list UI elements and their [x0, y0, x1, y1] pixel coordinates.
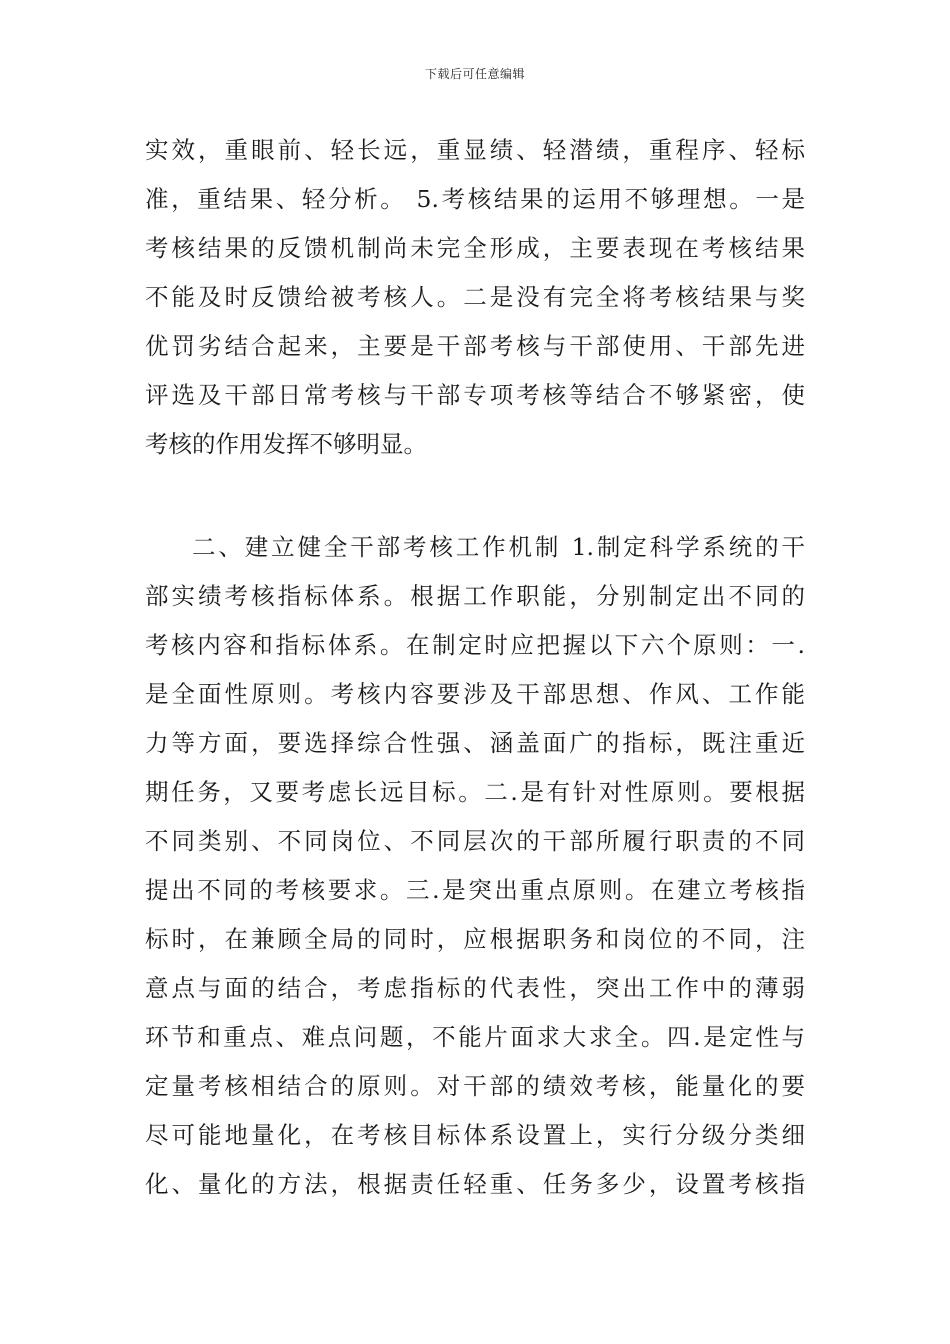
- text-line: 考核内容和指标体系。在制定时应把握以下六个原则：一.: [145, 631, 805, 659]
- text-line: 是全面性原则。考核内容要涉及干部思想、作风、工作能: [145, 680, 805, 708]
- text-line: 不能及时反馈给被考核人。二是没有完全将考核结果与奖: [145, 283, 805, 311]
- text-line: 优罚劣结合起来，主要是干部考核与干部使用、干部先进: [145, 332, 805, 360]
- text-line: 实效，重眼前、轻长远，重显绩、轻潜绩，重程序、轻标: [145, 136, 805, 164]
- text-line: 准，重结果、轻分析。 5.考核结果的运用不够理想。一是: [145, 185, 805, 213]
- text-line: 环节和重点、难点问题，不能片面求大求全。四.是定性与: [145, 1023, 805, 1051]
- text-line: 力等方面，要选择综合性强、涵盖面广的指标，既注重近: [145, 729, 805, 757]
- text-line: 考核的作用发挥不够明显。: [145, 430, 427, 458]
- text-line: 化、量化的方法，根据责任轻重、任务多少，设置考核指: [145, 1170, 805, 1198]
- text-line: 标时，在兼顾全局的同时，应根据职务和岗位的不同，注: [145, 925, 805, 953]
- paragraph-1: [145, 126, 805, 469]
- paragraph-2: [145, 523, 805, 1209]
- text-line: 部实绩考核指标体系。根据工作职能，分别制定出不同的: [145, 582, 805, 610]
- text-line: 考核结果的反馈机制尚未完全形成，主要表现在考核结果: [145, 234, 805, 262]
- text-line: 期任务，又要考虑长远目标。二.是有针对性原则。要根据: [145, 778, 805, 806]
- text-line: 尽可能地量化，在考核目标体系设置上，实行分级分类细: [145, 1121, 805, 1149]
- text-line: 定量考核相结合的原则。对干部的绩效考核，能量化的要: [145, 1072, 805, 1100]
- page-header: 下载后可任意编辑: [424, 67, 525, 81]
- text-line: 提出不同的考核要求。三.是突出重点原则。在建立考核指: [145, 876, 805, 904]
- text-line: 评选及干部日常考核与干部专项考核等结合不够紧密，使: [145, 381, 805, 409]
- text-line: 意点与面的结合，考虑指标的代表性，突出工作中的薄弱: [145, 974, 805, 1002]
- text-line: 不同类别、不同岗位、不同层次的干部所履行职责的不同: [145, 827, 805, 855]
- text-line: 二、建立健全干部考核工作机制 1.制定科学系统的干: [192, 533, 805, 561]
